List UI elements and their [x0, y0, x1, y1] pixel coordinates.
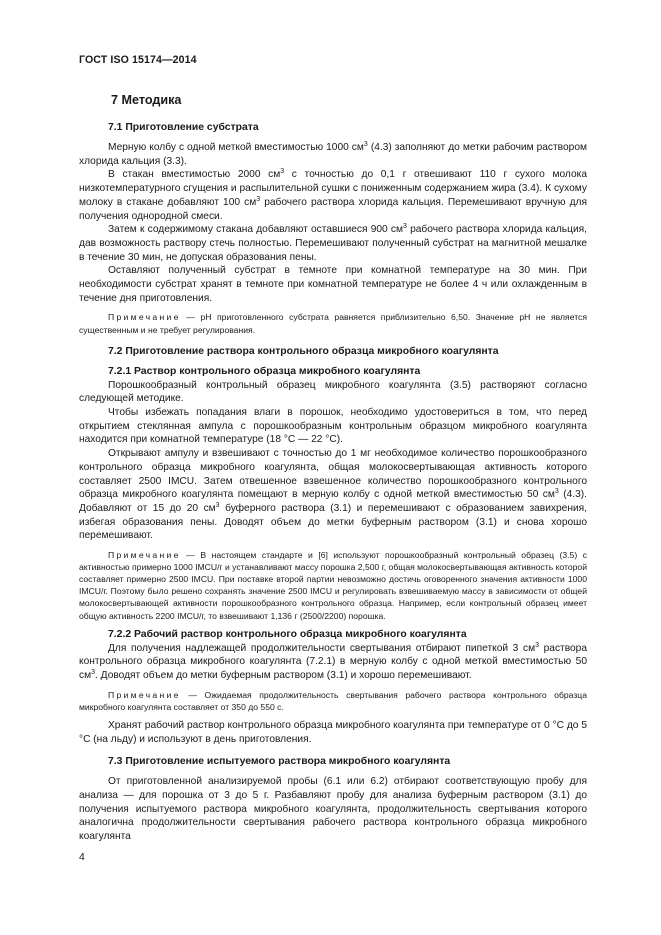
- section-7-1-paragraph-2: В стакан вместимостью 2000 $см^3$ с точностью до 0,1 г отвешивают 110 г сухого молока низкотемпературного сгущения и распылительной сушки с пониженным содержанием жира (3.4). К сухому молоку в стакане добавляют 100 $см^3$ рабочего раствора хлорида кальция. Перемешивают вручную для получения однородной смеси.: [79, 168, 587, 222]
- section-7-2-2-title: 7.2.2 Рабочий раствор контрольного образца микробного коагулянта: [108, 628, 467, 640]
- page-content: [79, 93, 587, 844]
- section-7-1-paragraph-3: Затем к содержимому стакана добавляют оставшиеся 900 $см^3$ рабочего раствора хлорида кальция, дав возможность раствору стечь полностью. Перемешивают полученный субстрат на магнитной мешалке в течение 30 мин, не допуская образования пены.: [79, 223, 587, 263]
- section-7-1-paragraph-1: Мерную колбу с одной меткой вместимостью 1000 $см^3$ (4.3) заполняют до метки рабочим раствором хлорида кальция (3.3).: [79, 141, 587, 167]
- section-7-2-title: 7.2 Приготовление раствора контрольного образца микробного коагулянта: [108, 345, 499, 357]
- section-7-3-paragraph-1: От приготовленной анализируемой пробы (6.1 или 6.2) отбирают соответствующую пробу для анализа — для порошка от 3 до 5 г. Разбавляют пробу для анализа буферным раствором (3.1) до получения испытуемого раствора микробного коагулянта, продолжительность свертывания которого аналогична продолжительности свертывания рабочего раствора контрольного образца микробного коагулянта: [79, 776, 587, 843]
- section-7-2-1-paragraph-2: Чтобы избежать попадания влаги в порошок, необходимо удостовериться в том, что перед открытием стеклянная ампула с порошкообразным контрольным образцом микробного коагулянта находится при комнатной температуре (18 °С — 22 °С).: [79, 407, 587, 446]
- section-7-1-paragraph-4: Оставляют полученный субстрат в темноте при комнатной температуре на 30 мин. При необходимости субстрат хранят в темноте при комнатной температуре не более 4 ч или охлажденным в течение дня приготовления.: [79, 265, 587, 304]
- section-7-3-title: 7.3 Приготовление испытуемого раствора микробного коагулянта: [108, 756, 451, 768]
- standard-header: ГОСТ ISO 15174—2014: [79, 54, 197, 66]
- section-7-1-note: Примечание — pH приготовленного субстрата равняется приблизительно 6,50. Значение pH не является существенным и не требует регулирования.: [79, 312, 587, 335]
- page-number: 4: [79, 852, 85, 863]
- section-7-title: 7 Методика: [111, 93, 182, 107]
- section-7-2-1-title: 7.2.1 Раствор контрольного образца микробного коагулянта: [108, 365, 421, 377]
- section-7-2-1-paragraph-1: Порошкообразный контрольный образец микробного коагулянта (3.5) растворяют согласно следующей методике.: [79, 379, 587, 405]
- section-7-2-2-paragraph-1: Для получения надлежащей продолжительности свертывания отбирают пипеткой 3 $см^3$ раствора контрольного образца микробного коагулянта (7.2.1) в мерную колбу с одной меткой вместимостью 50 $см^3$. Доводят объем до метки буферным раствором (3.1) и хорошо перемешивают.: [79, 641, 587, 682]
- section-7-1-title: 7.1 Приготовление субстрата: [108, 122, 259, 133]
- section-7-2-1-note: Примечание — В настоящем стандарте и [6] используют порошкообразный контрольный образец (3.5) с активностью примерно 1000 IMCU/г и устанавливают массу порошка 2,500 г, общая молокосвертывающая активность которой составляет примерно 2500 IMCU. При поставке второй партии невозможно достичь оговоренного значения активности 1000 IMCU/г. Поэтому было решено сохранять значение 2500 IMCU и регулировать взвешиваемую массу в зависимости от общей молокосвертывающей активности порошкообразного контрольного образца. Например, если контрольный образец имеет общую активность 2200 IMCU/г, то взвешивают 1,136 г (2500/2200) порошка.: [79, 550, 587, 621]
- section-7-2-2-paragraph-2: Хранят рабочий раствор контрольного образца микробного коагулянта при температуре от 0 °С до 5 °С (на льду) и используют в день приготовления.: [79, 719, 587, 745]
- section-7-2-2-note: Примечание — Ожидаемая продолжительность свертывания рабочего раствора контрольного образца микробного коагулянта составляет от 350 до 550 с.: [79, 689, 587, 712]
- section-7-2-1-paragraph-3: Открывают ампулу и взвешивают с точностью до 1 мг необходимое количество порошкообразного контрольного образца микробного коагулянта, общая молокосвертывающая активность которого составляет 2500 IMCU. Затем отвешенное взвешенное количество порошкообразного контрольного образца микробного коагулянта помещают в мерную колбу с одной меткой вместимостью 50 $см^3$ (4.3). Добавляют от 15 до 20 $см^3$ буферного раствора (3.1) и перемешивают с образованием завихрения, избегая образования пены. Доводят объем до метки буферным раствором (3.1) и снова хорошо перемешивают.: [79, 448, 587, 542]
